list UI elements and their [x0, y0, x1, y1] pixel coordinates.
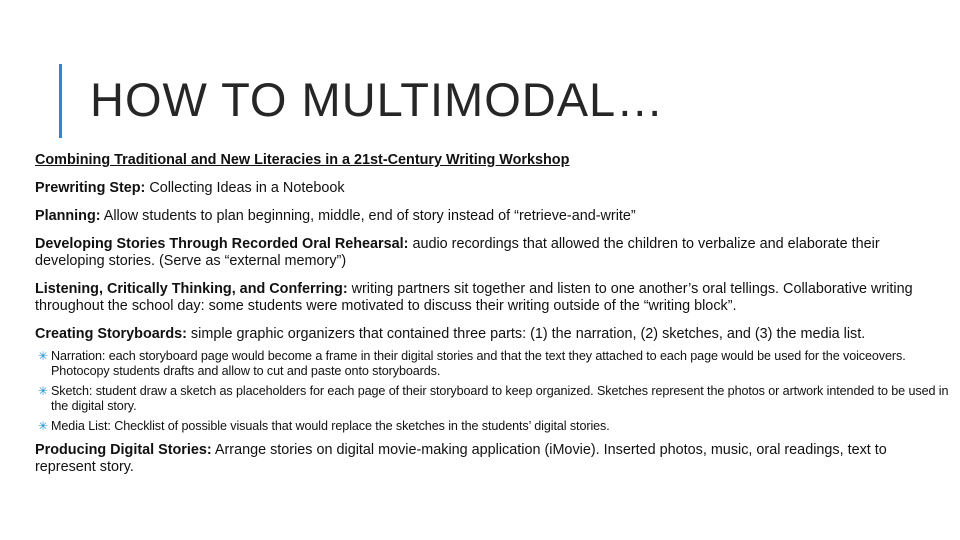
asterisk-bullet-icon: ✳: [38, 384, 48, 398]
storyboard-sublist: [35, 349, 950, 434]
sub-item-media-list: [35, 419, 950, 434]
item-text: simple graphic organizers that contained three parts: (1) the narration, (2) sketches, and (3) the media list.: [186, 326, 866, 342]
item-text: Collecting Ideas in a Notebook: [145, 180, 345, 196]
sub-item-text: Media List: Checklist of possible visuals that would replace the sketches in the students’ digital stories.: [51, 419, 610, 433]
item-label: Creating Storyboards:: [35, 326, 187, 342]
item-text: audio recordings that allowed the children to verbalize and elaborate their developing stories. (Serve as “external memory”): [35, 236, 880, 269]
item-producing: [35, 442, 950, 476]
sub-item-text: Sketch: student draw a sketch as placeholders for each page of their storyboard to keep organized. Sketches represent the photos or artwork intended to be used in the digital story.: [51, 384, 949, 413]
item-oral-rehearsal: [35, 236, 950, 270]
asterisk-bullet-icon: ✳: [38, 419, 48, 433]
sub-item-narration: [35, 349, 950, 379]
sub-item-sketch: [35, 384, 950, 414]
item-text: Arrange stories on digital movie-making application (iMovie). Inserted photos, music, oral readings, text to represent story.: [35, 442, 887, 475]
title-accent-bar: [59, 64, 62, 138]
item-label: Prewriting Step:: [35, 180, 146, 196]
asterisk-bullet-icon: ✳: [38, 349, 48, 363]
item-label: Producing Digital Stories:: [35, 442, 212, 458]
slide-subtitle: Combining Traditional and New Literacies in a 21st-Century Writing Workshop: [35, 152, 570, 168]
item-text: Allow students to plan beginning, middle, end of story instead of “retrieve-and-write”: [100, 208, 636, 224]
slide-content: [35, 152, 950, 487]
sub-item-text: Narration: each storyboard page would become a frame in their digital stories and that the text they attached to each page would be used for the voiceovers. Photocopy students drafts and allow to cut and paste onto storyboards.: [51, 349, 906, 378]
slide-title: HOW TO MULTIMODAL…: [90, 73, 665, 126]
item-storyboards: [35, 326, 950, 343]
item-planning: [35, 208, 950, 225]
item-text: writing partners sit together and listen to one another’s oral tellings. Collaborative writing throughout the school day: some students were motivated to discuss their writing outside of the “writing block”.: [35, 281, 913, 314]
item-prewriting: [35, 180, 950, 197]
item-label: Planning:: [35, 208, 101, 224]
item-listening: [35, 281, 950, 315]
item-label: Developing Stories Through Recorded Oral Rehearsal:: [35, 236, 409, 252]
item-label: Listening, Critically Thinking, and Conferring:: [35, 281, 348, 297]
